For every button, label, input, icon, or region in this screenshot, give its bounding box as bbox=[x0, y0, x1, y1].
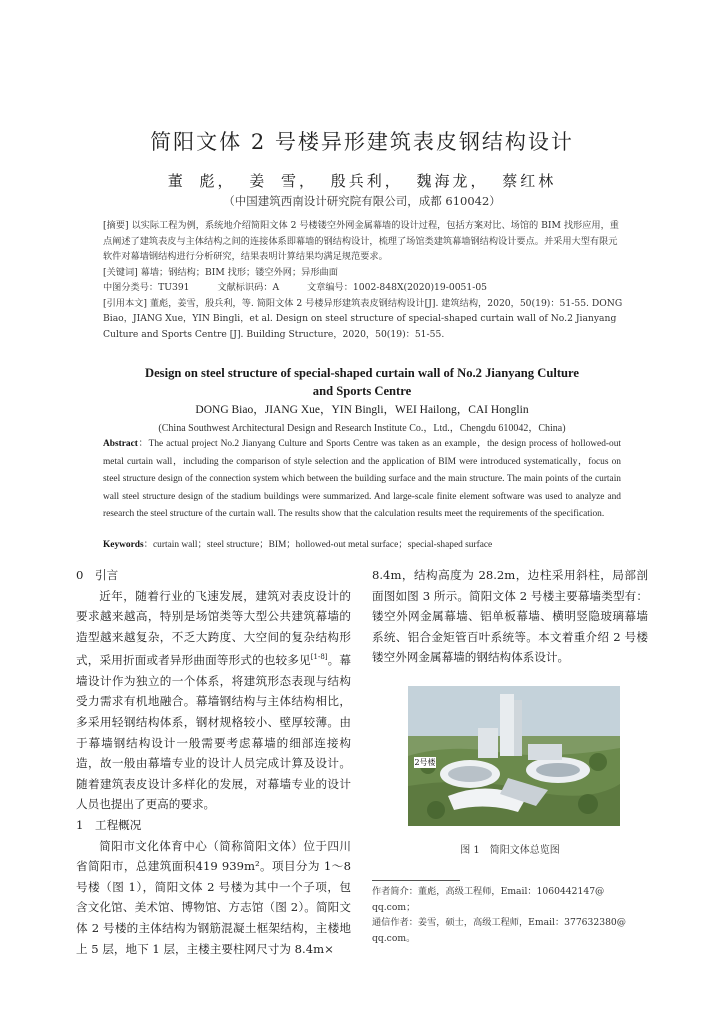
citation bbox=[103, 296, 623, 343]
keywords-en-text: ：curtain wall；steel structure；BIM；hollowed-out metal surface；special-shaped surface bbox=[143, 540, 493, 550]
english-title-line2: and Sports Centre bbox=[312, 384, 412, 398]
citation-label: [引用本文] bbox=[103, 297, 147, 309]
keywords-zh-label: [关键词] bbox=[103, 266, 138, 278]
keywords-en-label: Keywords bbox=[103, 540, 144, 550]
citation-text: 董彪，姜雪，殷兵利，等. 简阳文体 2 号楼异形建筑表皮钢结构设计[J]. 建筑结构，2020，50(19)：51-55. DONG Biao，JIANG Xue，YIN Bingli，et al. Design on steel structure of special-shaped curtain wall of No.2 Jianyang Culture and Sports Centre [J]. Building Structure，2020，50(19)：51-55. bbox=[103, 297, 623, 340]
abstract-zh bbox=[103, 218, 623, 265]
figure-caption: 图 1 简阳文体总览图 bbox=[460, 845, 560, 856]
left-column bbox=[76, 565, 351, 959]
reference-marker: [1-8] bbox=[310, 653, 328, 662]
section1-heading: 1 工程概况 bbox=[76, 817, 142, 832]
building-2-label: 2号楼 bbox=[414, 758, 436, 767]
english-title bbox=[0, 364, 724, 400]
section0-paragraph: 近年，随着行业的飞速发展，建筑对表皮设计的要求越来越高，特别是场馆类等大型公共建筑幕墙的造型越来越复杂，不乏大跨度、大空间的复杂结构形式，采用折面或者异形曲面等形式的也较多见[1-8]。幕墙设计作为独立的一个体系，将建筑形态表现与结构受力需求有机地融合。幕墙钢结构与主体结构相比，多采用轻钢结构体系，钢材规格较小、壁厚较薄。由于幕墙钢结构设计一般需要考虑幕墙的细部连接构造，故一般由幕墙专业的设计人员完成计算及设计。随着建筑表皮设计多样化的发展，对幕墙专业的设计人员也提出了更高的要求。 bbox=[76, 588, 351, 812]
paper-title: 简阳文体 2 号楼异形建筑表皮钢结构设计 bbox=[150, 130, 574, 154]
classification-line bbox=[103, 280, 623, 296]
right-column bbox=[372, 565, 648, 668]
keywords-zh bbox=[103, 265, 623, 281]
abstract-en-text: ：The actual project No.2 Jianyang Culture and Sports Centre was taken as an example，the design process of hollowed-out metal curtain wall，including the comparison of style selection and the application of BIM were introduced systematically，focus on steel structure design of the connection system which between the building surface and the main structure. The main points of the curtain wall steel structure design of the stadium buildings were summarized. And large-scale finite element software was used to analyze and research the steel structure of the curtain wall. The results show that the calculation results meet the requirements of the specification. bbox=[103, 439, 621, 520]
abstract-zh-text: 以实际工程为例，系统地介绍简阳文体 2 号楼镂空外网金属幕墙的设计过程，包括方案对比、场馆的 BIM 找形应用，重点阐述了建筑表皮与主体结构之间的连接体系即幕墙的钢结构设计，梳理了场馆类建筑幕墙钢结构设计要点。并采用大型有限元软件对幕墙钢结构进行分析研究，结果表明计算结果均满足规范要求。 bbox=[103, 220, 619, 262]
author-footnote bbox=[372, 884, 648, 946]
overview-rendering-image bbox=[408, 686, 620, 826]
english-keywords bbox=[103, 538, 621, 553]
footnote-divider bbox=[372, 880, 460, 881]
keywords-zh-text: 幕墙；钢结构；BIM 找形；镂空外网；异形曲面 bbox=[140, 266, 338, 278]
footnote-corresponding-author: 通信作者：姜雪，硕士，高级工程师，Email：377632380@ qq.com。 bbox=[372, 917, 626, 944]
article-number: 文章编号：1002-848X(2020)19-0051-05 bbox=[307, 282, 488, 293]
section0-heading: 0 引言 bbox=[76, 568, 119, 582]
right-paragraph: 8.4m，结构高度为 28.2m，边柱采用斜柱，局部剖面图如图 3 所示。简阳文体 2 号楼主要幕墙类型有：镂空外网金属幕墙、铝单板幕墙、横明竖隐玻璃幕墙系统、铝合金矩管百叶系统等。本文着重介绍 2 号楼镂空外网金属幕墙的钢结构体系设计。 bbox=[372, 568, 648, 665]
english-title-line1: Design on steel structure of special-shaped curtain wall of No.2 Jianyang Culture bbox=[144, 366, 580, 380]
author-list: 董 彪， 姜 雪， 殷兵利， 魏海龙， 蔡红林 bbox=[167, 172, 557, 190]
aerial-rendering-illustration bbox=[408, 686, 620, 826]
abstract-en-label: Abstract bbox=[103, 439, 138, 449]
english-abstract bbox=[103, 436, 621, 524]
abstract-zh-label: [摘要] bbox=[103, 220, 129, 231]
english-affiliation: (China Southwest Architectural Design and Research Institute Co.，Ltd.，Chengdu 610042，China) bbox=[158, 423, 566, 434]
document-code: 文献标识码：A bbox=[217, 282, 280, 293]
english-authors: DONG Biao，JIANG Xue，YIN Bingli，WEI Hailong，CAI Honglin bbox=[195, 404, 529, 416]
section1-paragraph: 简阳市文化体育中心（简称简阳文体）位于四川省简阳市，总建筑面积419 939m²。项目分为 1～8 号楼（图 1），简阳文体 2 号楼为其中一个子项，包含文化馆、美术馆、博物馆、方志馆（图 2）。简阳文体 2 号楼的主体结构为钢筋混凝土框架结构，主楼地上 5 层，地下 1 层，主楼主要柱网尺寸为 8.4m× bbox=[76, 838, 351, 956]
chinese-abstract-block bbox=[103, 218, 623, 342]
clc-number: 中图分类号：TU391 bbox=[103, 282, 190, 293]
footnote-author-info: 作者简介：董彪，高级工程师，Email：1060442147@ qq.com； bbox=[372, 886, 605, 913]
affiliation: （中国建筑西南设计研究院有限公司，成都 610042） bbox=[223, 194, 501, 208]
